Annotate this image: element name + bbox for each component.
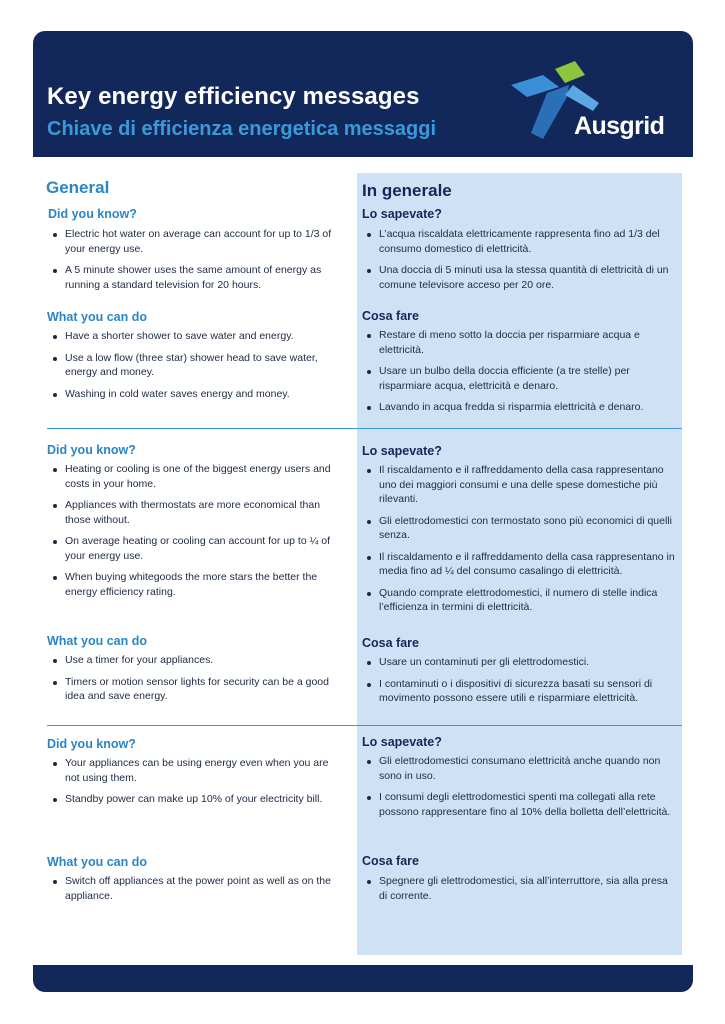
fact-list-it [363, 754, 675, 826]
list-item: Use a timer for your appliances. [49, 653, 334, 668]
list-item: Have a shorter shower to save water and energy. [49, 329, 334, 344]
page-header [33, 31, 693, 157]
list-item: On average heating or cooling can account for up to ¼ of your energy use. [49, 534, 334, 563]
general-heading-en: General [46, 178, 110, 197]
list-item: Una doccia di 5 minuti usa la stessa quantità di elettricità di un comune televisore acceso per 20 ore. [363, 263, 675, 292]
list-item: When buying whitegoods the more stars the better the energy efficiency rating. [49, 570, 334, 599]
list-item: Electric hot water on average can account for up to 1/3 of your energy use. [49, 227, 334, 256]
list-item: Standby power can make up 10% of your electricity bill. [49, 792, 334, 807]
what-you-can-do-heading: What you can do [47, 855, 147, 869]
logo-wordmark: Ausgrid [574, 112, 665, 140]
general-heading-it: In generale [362, 181, 452, 200]
list-item: Heating or cooling is one of the biggest energy users and costs in your home. [49, 462, 334, 491]
cosa-fare-heading: Cosa fare [362, 854, 419, 868]
tip-list-it [363, 655, 675, 713]
cosa-fare-heading: Cosa fare [362, 309, 419, 323]
fact-list-en [49, 756, 334, 814]
tip-list-en [49, 329, 334, 408]
list-item: Spegnere gli elettrodomestici, sia all’interruttore, sia alla presa di corrente. [363, 874, 675, 903]
list-item: Il riscaldamento e il raffreddamento della casa rappresentano in media fino ad ¼ del consumo casalingo di elettricità. [363, 550, 675, 579]
page-subtitle: Chiave di efficienza energetica messaggi [47, 118, 437, 140]
list-item: Usare un bulbo della doccia efficiente (a tre stelle) per risparmiare acqua, elettricità e denaro. [363, 364, 675, 393]
list-item: Washing in cold water saves energy and money. [49, 387, 334, 402]
list-item: Your appliances can be using energy even when you are not using them. [49, 756, 334, 785]
list-item: Use a low flow (three star) shower head to save water, energy and money. [49, 351, 334, 380]
list-item: Timers or motion sensor lights for security can be a good idea and save energy. [49, 675, 334, 704]
lo-sapevate-heading: Lo sapevate? [362, 444, 442, 458]
tip-list-en [49, 653, 334, 711]
tip-list-en [49, 874, 334, 910]
section-divider [47, 725, 682, 726]
list-item: Gli elettrodomestici con termostato sono più economici di quelli senza. [363, 514, 675, 543]
lo-sapevate-heading: Lo sapevate? [362, 735, 442, 749]
tip-list-it [363, 874, 675, 910]
did-you-know-heading: Did you know? [48, 207, 137, 221]
list-item: Restare di meno sotto la doccia per risparmiare acqua e elettricità. [363, 328, 675, 357]
section-divider [47, 428, 682, 429]
list-item: L’acqua riscaldata elettricamente rappresenta fino ad 1/3 del consumo domestico di elettricità. [363, 227, 675, 256]
cosa-fare-heading: Cosa fare [362, 636, 419, 650]
fact-list-en [49, 227, 334, 299]
list-item: Quando comprate elettrodomestici, il numero di stelle indica l’efficienza in termini di elettricità. [363, 586, 675, 615]
list-item: Appliances with thermostats are more economical than those without. [49, 498, 334, 527]
page-footer [33, 965, 693, 992]
list-item: I consumi degli elettrodomestici spenti ma collegati alla rete possono rappresentare fino al 10% della bolletta dell’elettricità. [363, 790, 675, 819]
list-item: Switch off appliances at the power point as well as on the appliance. [49, 874, 334, 903]
fact-list-it [363, 227, 675, 299]
list-item: I contaminuti o i dispositivi di sicurezza basati su sensori di movimento possono essere utili e risparmiare elettricità. [363, 677, 675, 706]
what-you-can-do-heading: What you can do [47, 310, 147, 324]
what-you-can-do-heading: What you can do [47, 634, 147, 648]
tip-list-it [363, 328, 675, 422]
list-item: A 5 minute shower uses the same amount of energy as running a standard television for 20 hours. [49, 263, 334, 292]
did-you-know-heading: Did you know? [47, 443, 136, 457]
fact-list-it [363, 463, 675, 622]
list-item: Gli elettrodomestici consumano elettricità anche quando non sono in uso. [363, 754, 675, 783]
did-you-know-heading: Did you know? [47, 737, 136, 751]
list-item: Lavando in acqua fredda si risparmia elettricità e denaro. [363, 400, 675, 415]
page-title: Key energy efficiency messages [47, 83, 420, 110]
list-item: Usare un contaminuti per gli elettrodomestici. [363, 655, 675, 670]
fact-list-en [49, 462, 334, 606]
lo-sapevate-heading: Lo sapevate? [362, 207, 442, 221]
list-item: Il riscaldamento e il raffreddamento della casa rappresentano uno dei maggiori consumi e una delle spese domestiche più rilevanti. [363, 463, 675, 507]
